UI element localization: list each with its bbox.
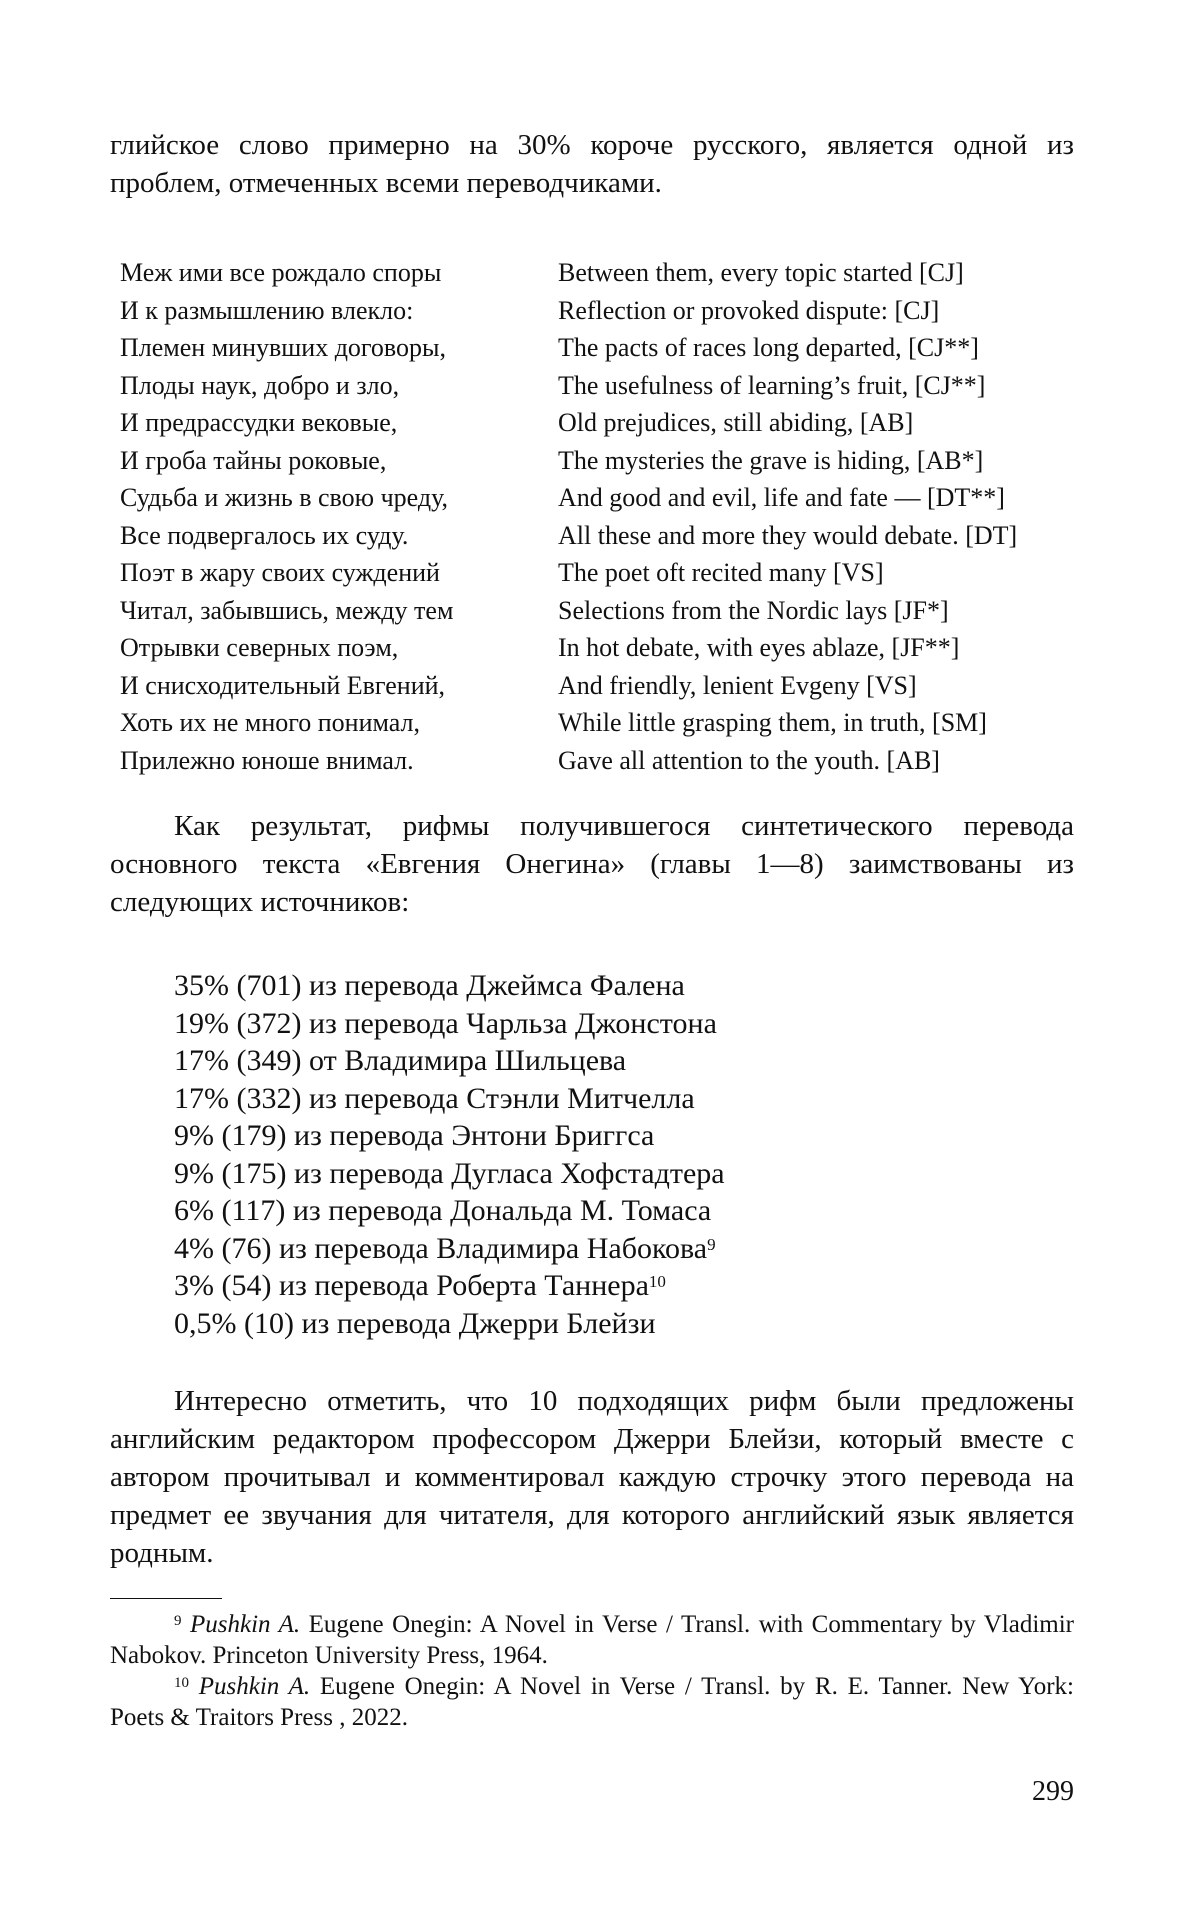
source-text: из перевода Чарльза Джонстона (308, 1006, 717, 1040)
poem-line-ru: Поэт в жару своих суждений (120, 558, 440, 587)
poem-line-en: Old prejudices, still abiding, [AB] (558, 408, 914, 437)
intro-paragraph: глийское слово примерно на 30% короче русского, является одной из проблем, отмеченных всеми переводчиками. (110, 129, 1074, 199)
poem-line-ru: Судьба и жизнь в свою чреду, (120, 483, 448, 512)
source-text: из перевода Дугласа Хофстадтера (293, 1156, 725, 1190)
footnote-divider (110, 1598, 222, 1599)
poem-line-en: Between them, every topic started [CJ] (558, 258, 964, 287)
footnote-ref-9[interactable]: 9 (707, 1234, 716, 1254)
poem-line-en: The poet oft recited many [VS] (558, 558, 884, 587)
source-share: 3% (54) (174, 1269, 272, 1302)
poem-line-en: The pacts of races long departed, [CJ**] (558, 333, 979, 362)
footnote-10 (110, 1671, 1074, 1733)
footnote-mark: 9 (174, 1613, 182, 1629)
source-text: из перевода Стэнли Митчелла (308, 1081, 695, 1115)
footnote-mark: 10 (174, 1675, 189, 1691)
poem-line-ru: Плоды наук, добро и зло, (120, 370, 400, 400)
footnote-text: Eugene Onegin: A Novel in Verse / Transl. with Commentary by Vladimir Nabokov. Princeton University Press, 1964. (110, 1611, 1074, 1669)
poem-line-ru: Отрывки северных поэм, (120, 633, 399, 662)
poem-line-en: And good and evil, life and fate — [DT**] (558, 483, 1005, 512)
poem-line-en: While little grasping them, in truth, [SM] (558, 708, 987, 737)
page-number: 299 (1032, 1776, 1074, 1807)
source-share: 19% (372) (174, 1006, 302, 1040)
source-item (174, 967, 1074, 1005)
source-item (174, 1192, 1074, 1230)
footnote-author: Pushkin A. (190, 1611, 301, 1638)
source-share: 35% (701) (174, 969, 302, 1002)
source-text: из перевода Роберта Таннера (278, 1269, 649, 1302)
poem-line-en: And friendly, lenient Evgeny [VS] (558, 670, 917, 700)
poem-line-ru: Племен минувших договоры, (120, 333, 447, 362)
source-share: 6% (117) (174, 1194, 286, 1227)
poem-parallel-text (120, 254, 1074, 779)
source-item (174, 1080, 1074, 1118)
poem-line-ru: И к размышлению влекло: (120, 295, 414, 325)
poem-line-ru: Все подвергалось их суду. (120, 520, 409, 550)
source-share: 9% (175) (174, 1156, 287, 1190)
source-item (174, 1267, 1074, 1305)
source-item (174, 1005, 1074, 1043)
source-item (174, 1042, 1074, 1080)
source-share: 9% (179) (174, 1119, 287, 1152)
interesting-paragraph: Интересно отметить, что 10 подходящих рифм были предложены английским редактором профессором Джерри Блейзи, который вместе с автором прочитывал и комментировал каждую строчку этого перевода на предмет ее звучания для читателя, для которого английский язык является родным. (110, 1385, 1074, 1569)
poem-line-ru: И гроба тайны роковые, (120, 445, 387, 475)
source-item (174, 1117, 1074, 1155)
source-item (174, 1155, 1074, 1193)
source-text: от Владимира Шильцева (308, 1044, 627, 1077)
result-paragraph: Как результат, рифмы получившегося синтетического перевода основного текста «Евгения Онегина» (главы 1—8) заимствованы из следующих источников: (110, 810, 1074, 918)
poem-line-en: In hot debate, with eyes ablaze, [JF**] (558, 633, 960, 662)
poem-line-ru: Меж ими все рождало споры (120, 258, 442, 287)
page-content (110, 118, 1074, 1733)
poem-line-ru: И предрассудки вековые, (120, 408, 398, 437)
poem-line-en: All these and more they would debate. [DT] (558, 520, 1018, 550)
footnote-9 (110, 1609, 1074, 1671)
poem-line-en: Selections from the Nordic lays [JF*] (558, 595, 949, 625)
source-share: 0,5% (10) (174, 1306, 294, 1340)
poem-line-ru: И снисходительный Евгений, (120, 670, 446, 700)
poem-line-en: The usefulness of learning’s fruit, [CJ**] (558, 370, 986, 400)
footnote-ref-10[interactable]: 10 (648, 1272, 666, 1291)
source-item (174, 1230, 1074, 1268)
poem-line-ru: Читал, забывшись, между тем (120, 595, 454, 625)
source-share: 4% (76) (174, 1231, 272, 1265)
footnote-author: Pushkin A. (198, 1673, 311, 1700)
poem-line-ru: Хоть их не много понимал, (120, 708, 421, 737)
source-item (174, 1305, 1074, 1343)
source-text: из перевода Энтони Бриггса (293, 1119, 655, 1152)
poem-line-en: Gave all attention to the youth. [AB] (558, 745, 940, 775)
poem-line-en: The mysteries the grave is hiding, [AB*] (558, 445, 984, 475)
footnote-text: Eugene Onegin: A Novel in Verse / Transl. by R. E. Tanner. New York: Poets & Traitors Press , 2022. (110, 1673, 1074, 1731)
source-text: из перевода Джеймса Фалена (308, 969, 685, 1002)
sources-list (174, 967, 1074, 1342)
poem-line-ru: Прилежно юноше внимал. (120, 745, 414, 775)
source-text: из перевода Владимира Набокова (278, 1231, 708, 1265)
source-share: 17% (332) (174, 1081, 302, 1115)
source-text: из перевода Дональда М. Томаса (292, 1194, 712, 1227)
source-text: из перевода Джерри Блейзи (301, 1306, 656, 1340)
poem-line-en: Reflection or provoked dispute: [CJ] (558, 295, 940, 325)
source-share: 17% (349) (174, 1044, 302, 1077)
